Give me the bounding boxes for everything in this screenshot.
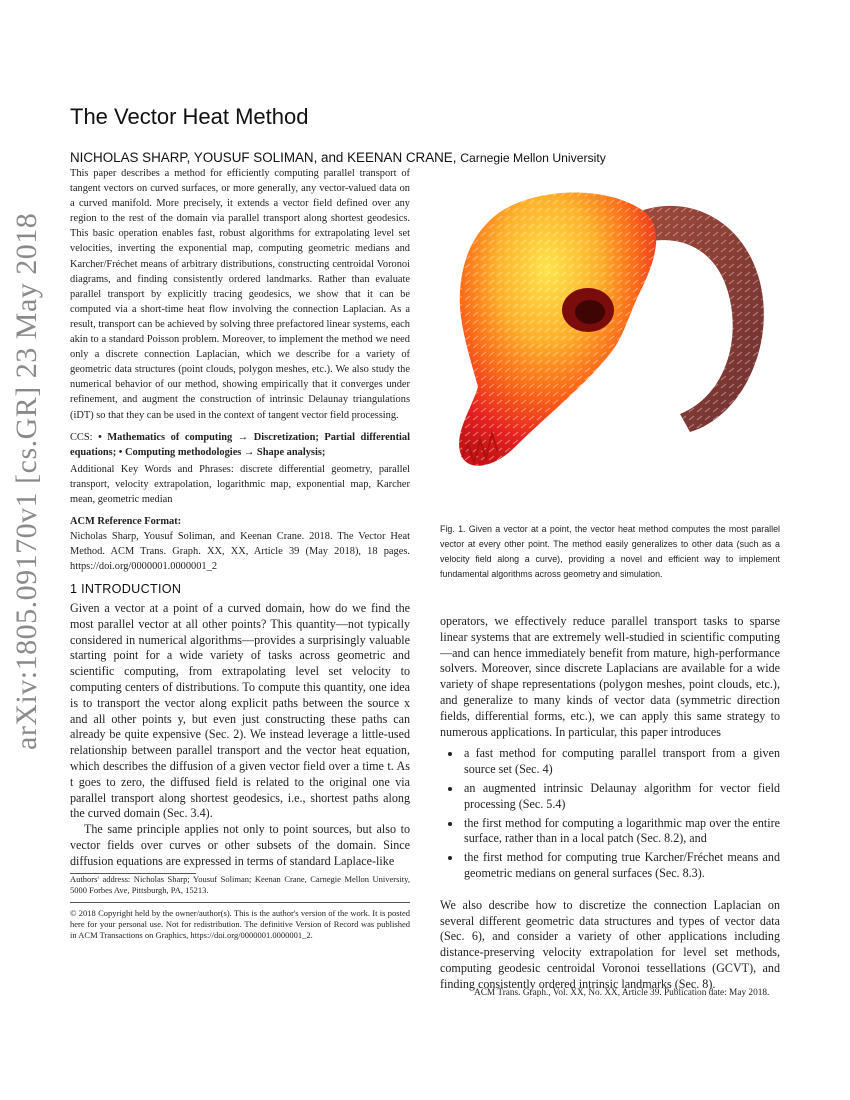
intro-left-column — [70, 601, 410, 870]
list-item: • the first method for computing a logarithmic map over the entire surface, rather than in a local patch (Sec. 8.2), and — [462, 816, 780, 848]
keywords: Additional Key Words and Phrases: discrete differential geometry, parallel transport, velocity extrapolation, logarithmic map, exponential map, Karcher mean, geometric median — [70, 464, 410, 506]
intro-paragraph-2: The same principle applies not only to point sources, but also to vector fields over curves or other subsets of the domain. Since diffusion equations are expressed in terms of standard Laplace-like — [70, 822, 410, 868]
section-heading-introduction: 1 INTRODUCTION — [70, 582, 182, 596]
arxiv-stamp: arXiv:1805.09170v1 [cs.GR] 23 May 2018 — [10, 212, 43, 750]
ccs-concepts — [70, 430, 410, 460]
list-item: • a fast method for computing parallel transport from a given source set (Sec. 4) — [462, 746, 780, 778]
intro-paragraph-1: Given a vector at a point of a curved domain, how do we find the most parallel vector at all other points? This quantity—not typically considered in numerical algorithms—provides a surprisingly valuable starting point for a wide variety of tasks across geometric and scientific computing, from extrapolating level set velocity to computing centers of distributions. To compute this quantity, one idea is to transport the vector along explicit paths between the source x and all other points y, but even just constructing these paths can already be quite expensive (Sec. 2). We instead leverage a little-used relationship between parallel transport and the vector heat equation, which describes the diffusion of a given vector field over a time t. As t goes to zero, the diffused field is related to the original one via parallel transport along shortest geodesics, i.e., shortest paths along the curved domain (Sec. 3.4). — [70, 601, 410, 821]
right-paragraph-2: We also describe how to discretize the connection Laplacian on several different geometric data structures and types of vector data (Sec. 6), and consider a variety of other applications including distance-preserving velocity extrapolation for level set methods, computing geodesic centroidal Voronoi tessellations (GCVT), and finding consistently ordered intrinsic landmarks (Sec. 8). — [440, 897, 780, 991]
ccs-text: • Mathematics of computing → Discretization; Partial differential equations; • Computing methodologies → Shape analysis; — [70, 432, 411, 459]
abstract: This paper describes a method for efficiently computing parallel transport of tangent vectors on curved surfaces, or more generally, any vector-valued data on a curved manifold. More precisely, it extends a vector field defined over any region to the rest of the domain via parallel transport along shortest geodesics. This basic operation enables fast, robust algorithms for extrapolating level set velocities, inverting the exponential map, computing geometric medians and Karcher/Fréchet means of arbitrary distributions, constructing centroidal Voronoi diagrams, and finding consistently ordered landmarks. Rather than evaluate parallel transport by explicitly tracing geodesics, we show that it can be computed via a short-time heat flow involving the connection Laplacian. As a result, transport can be achieved by solving three prefactored linear systems, each akin to a standard Poisson problem. Moreover, to implement the method we need only a discrete connection Laplacian, which we describe for a variety of geometric data structures (point clouds, polygon meshes, etc.). We also study the numerical behavior of our method, showing empirically that it converges under refinement, and augment the construction of intrinsic Delaunay triangulations (iDT) so that they can be used in the context of tangent vector field processing. — [70, 168, 410, 421]
acm-reference-text: Nicholas Sharp, Yousuf Soliman, and Keenan Crane. 2018. The Vector Heat Method. ACM Trans. Graph. XX, XX, Article 39 (May 2018), 18 pages. https://doi.org/0000001.0000001_2 — [70, 531, 410, 573]
right-paragraph-1: operators, we effectively reduce parallel transport tasks to sparse linear systems that are extremely well-studied in scientific computing—and can hence immediately benefit from mature, high-performance solvers. Moreover, since discrete Laplacians are available for a wide variety of shape representations (polygon meshes, point clouds, etc.), and generalize to many kinds of vector data (symmetric direction fields, differential forms, etc.), we can apply this same strategy to numerous applications. In particular, this paper introduces — [440, 614, 780, 739]
figure-1 — [440, 182, 780, 482]
paper-title: The Vector Heat Method — [70, 104, 309, 129]
acm-reference-heading: ACM Reference Format: — [70, 516, 182, 527]
author-address: Authors' address: Nicholas Sharp; Yousuf Soliman; Keenan Crane, Carnegie Mellon University, 5000 Forbes Ave, Pittsburgh, PA, 15213. — [70, 874, 410, 896]
author-names: NICHOLAS SHARP, YOUSUF SOLIMAN, and KEENAN CRANE, — [70, 150, 457, 165]
skull-illustration — [440, 182, 780, 482]
list-item: • an augmented intrinsic Delaunay algorithm for vector field processing (Sec. 5.4) — [462, 781, 780, 813]
list-item: • the first method for computing true Karcher/Fréchet means and geometric medians on general surfaces (Sec. 8.3). — [462, 850, 780, 882]
copyright-divider — [70, 902, 410, 903]
contributions-list — [440, 746, 780, 881]
copyright-notice: © 2018 Copyright held by the owner/author(s). This is the author's version of the work. It is posted here for your personal use. Not for redistribution. The definitive Version of Record was published in ACM Transactions on Graphics, https://doi.org/0000001.0000001_2. — [70, 908, 410, 941]
figure-caption: Fig. 1. Given a vector at a point, the vector heat method computes the most parallel vector at every other point. The method easily generalizes to other data (such as a velocity field along a curve), providing a novel and efficient way to implement fundamental algorithms across geometry and simulation. — [440, 524, 780, 580]
page-footer: ACM Trans. Graph., Vol. XX, No. XX, Article 39. Publication date: May 2018. — [474, 988, 770, 998]
ccs-prefix: CCS: — [70, 432, 99, 443]
intro-right-column — [440, 614, 780, 993]
author-line — [70, 150, 606, 165]
acm-reference — [70, 514, 410, 574]
affiliation: Carnegie Mellon University — [460, 151, 606, 165]
